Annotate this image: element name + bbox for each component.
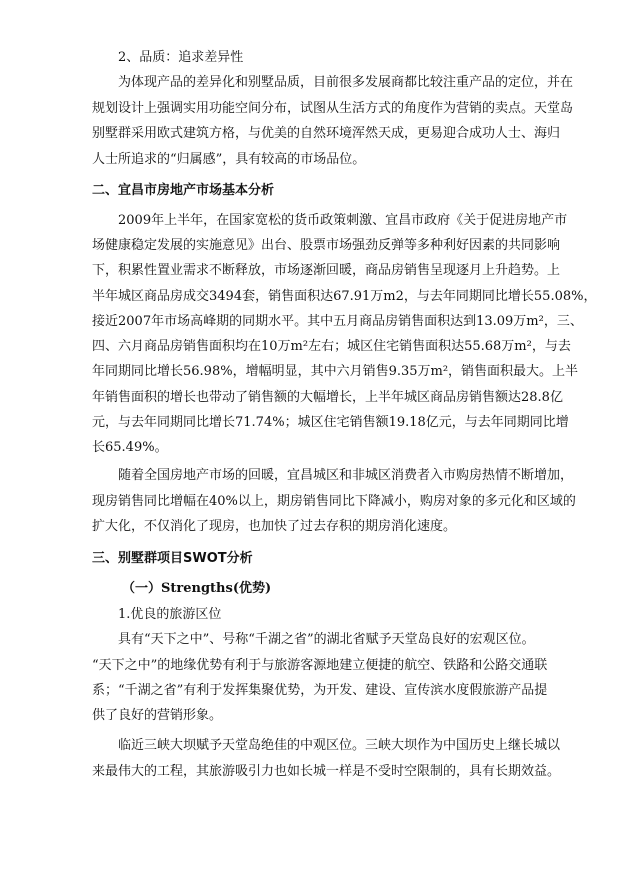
- paragraph-line: 四、六月商品房销售面积均在10万m²左右；城区住宅销售面积达55.68万m²，与去: [92, 339, 571, 354]
- section-title-quality: 2、品质：追求差异性: [118, 50, 244, 65]
- paragraph-line: 接近2007年市场高峰期的同期水平。其中五月商品房销售面积达到13.09万m²，三、: [92, 314, 583, 329]
- paragraph-line: 人士所追求的“归属感”，具有较高的市场品位。: [92, 152, 366, 167]
- paragraph-line: “天下之中”的地缘优势有利于与旅游客源地建立便捷的航空、铁路和公路交通联: [92, 658, 548, 673]
- paragraph-line: 随着全国房地产市场的回暖，宜昌城区和非城区消费者入市购房热情不断增加，: [118, 468, 574, 483]
- paragraph-line: 扩大化，不仅消化了现房，也加快了过去存积的期房消化速度。: [92, 519, 457, 534]
- paragraph-line: 规划设计上强调实用功能空间分布，试图从生活方式的角度作为营销的卖点。天堂岛: [92, 101, 574, 116]
- paragraph-line: 2009年上半年，在国家宽松的货币政策刺激、宜昌市政府《关于促进房地产市: [118, 213, 568, 228]
- paragraph-line: 下，积累性置业需求不断释放，市场逐渐回暖，商品房销售呈现逐月上升趋势。上: [92, 263, 561, 278]
- paragraph-line: 年销售面积的增长也带动了销售额的大幅增长，上半年城区商品房销售额达28.8亿: [92, 390, 563, 405]
- paragraph-line: 别墅群采用欧式建筑方格，与优美的自然环境浑然天成，更易迎合成功人士、海归: [92, 126, 561, 141]
- paragraph-line: 供了良好的营销形象。: [92, 708, 223, 723]
- subheading-strengths: （一）Strengths(优势): [122, 581, 272, 596]
- paragraph-line: 具有“天下之中”、号称“千湖之省”的湖北省赋予天堂岛良好的宏观区位。: [118, 632, 535, 647]
- paragraph-line: 临近三峡大坝赋予天堂岛绝佳的中观区位。三峡大坝作为中国历史上继长城以: [118, 738, 561, 753]
- heading-market-analysis: 二、宜昌市房地产市场基本分析: [92, 183, 275, 198]
- paragraph-line: 系；“千湖之省”有利于发挥集聚优势，为开发、建设、宣传滨水度假旅游产品提: [92, 683, 548, 698]
- heading-swot: 三、别墅群项目SWOT分析: [92, 551, 253, 566]
- paragraph-line: 场健康稳定发展的实施意见》出台、股票市场强劲反弹等多种利好因素的共同影响: [92, 238, 561, 253]
- paragraph-line: 半年城区商品房成交3494套，销售面积达67.91万m2，与去年同期同比增长55.08%，: [92, 289, 597, 304]
- paragraph-line: 元，与去年同期同比增长71.74%；城区住宅销售额19.18亿元，与去年同期同比增: [92, 415, 569, 430]
- list-item-title: 1.优良的旅游区位: [118, 607, 222, 622]
- paragraph-line: 长65.49%。: [92, 440, 168, 455]
- paragraph-line: 来最伟大的工程，其旅游吸引力也如长城一样是不受时空限制的，具有长期效益。: [92, 764, 561, 779]
- paragraph-line: 年同期同比增长56.98%，增幅明显，其中六月销售9.35万m²，销售面积最大。上半: [92, 364, 579, 379]
- paragraph-line: 现房销售同比增幅在40%以上，期房销售同比下降减小，购房对象的多元化和区域的: [92, 494, 576, 509]
- paragraph-line: 为体现产品的差异化和别墅品质，目前很多发展商都比较注重产品的定位，并在: [118, 75, 574, 90]
